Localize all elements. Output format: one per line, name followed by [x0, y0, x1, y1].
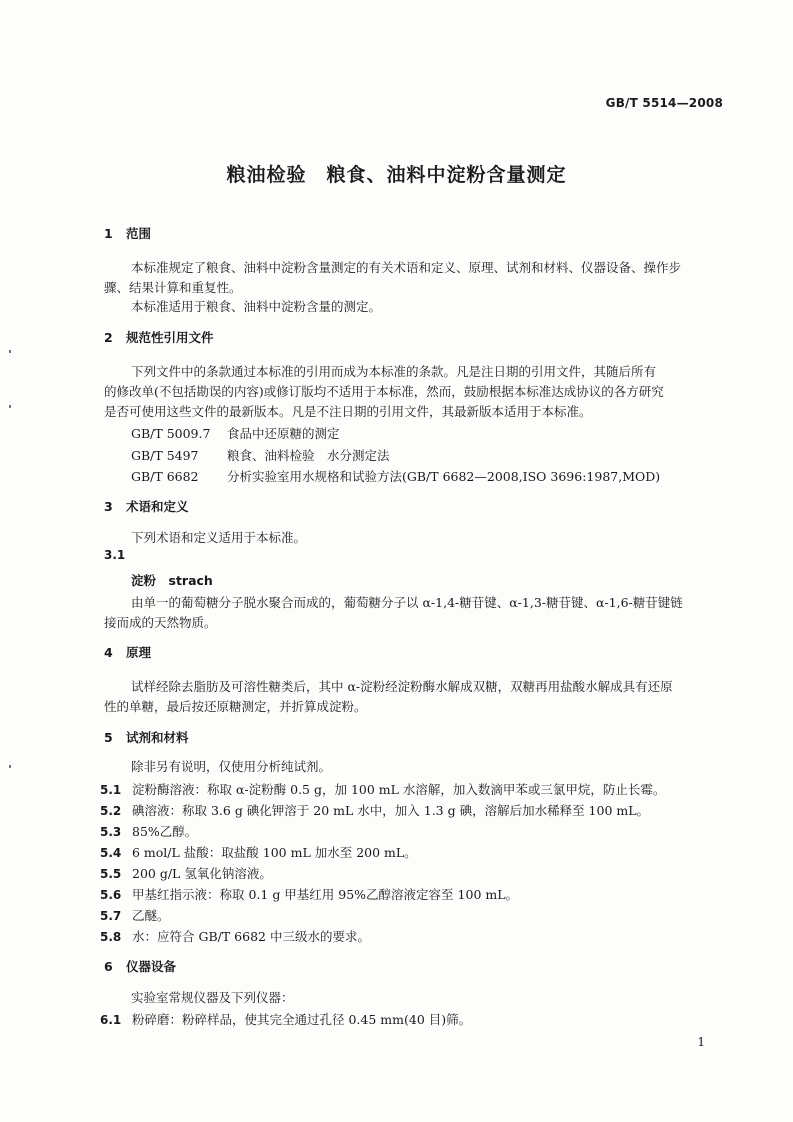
- scan-speck: [9, 405, 11, 408]
- item-number: 5.6: [100, 888, 122, 902]
- list-item: [100, 780, 665, 798]
- section-number: 2: [104, 330, 113, 345]
- section-number: 6: [104, 959, 113, 974]
- item-text: 乙醚。: [132, 908, 170, 923]
- definition-line: 由单一的葡萄糖分子脱水聚合而成的，葡萄糖分子以 α-1,4-糖苷键、α-1,3-糖苷键、α-1,6-糖苷键链: [131, 595, 683, 610]
- paragraph-line: 试样经除去脂肪及可溶性糖类后，其中 α-淀粉经淀粉酶水解成双糖，双糖再用盐酸水解成具有还原: [131, 679, 673, 694]
- section-title: 规范性引用文件: [126, 330, 214, 345]
- paragraph-line: 是否可使用这些文件的最新版本。凡是不注日期的引用文件，其最新版本适用于本标准。: [104, 404, 592, 419]
- document-title: 粮油检验 粮食、油料中淀粉含量测定: [226, 164, 567, 186]
- paragraph-line: 的修改单(不包括勘误的内容)或修订版均不适用于本标准，然而，鼓励根据本标准达成协议的各方研究: [104, 384, 664, 399]
- item-text: 甲基红指示液：称取 0.1 g 甲基红用 95%乙醇溶液定容至 100 mL。: [132, 887, 519, 902]
- item-text: 水：应符合 GB/T 6682 中三级水的要求。: [132, 929, 370, 944]
- normative-reference: [131, 467, 660, 485]
- section-3-heading: [104, 497, 189, 515]
- reference-title: 食品中还原糖的测定: [227, 426, 340, 441]
- paragraph-line: 实验室常规仪器及下列仪器：: [131, 990, 294, 1005]
- list-item: [100, 843, 417, 861]
- list-item: [100, 927, 370, 945]
- reference-code: GB/T 5497: [131, 448, 199, 463]
- section-6-heading: [104, 957, 176, 975]
- section-number: 5: [104, 730, 113, 745]
- normative-reference: [131, 424, 340, 442]
- item-text: 85%乙醇。: [132, 824, 198, 839]
- paragraph-line: 性的单糖，最后按还原糖测定，并折算成淀粉。: [104, 699, 367, 714]
- section-5-heading: [104, 728, 189, 746]
- list-item: [100, 801, 649, 819]
- scan-speck: [9, 350, 11, 353]
- paragraph-line: 下列术语和定义适用于本标准。: [131, 530, 307, 545]
- section-title: 术语和定义: [126, 499, 189, 514]
- item-number: 5.5: [100, 867, 122, 881]
- page-number: 1: [697, 1035, 705, 1049]
- item-text: 粉碎磨：粉碎样品，使其完全通过孔径 0.45 mm(40 目)筛。: [132, 1012, 472, 1027]
- section-title: 试剂和材料: [126, 730, 189, 745]
- section-1-heading: [104, 224, 151, 242]
- reference-code: GB/T 5009.7: [131, 426, 211, 441]
- list-item: [100, 822, 197, 840]
- defined-term: 淀粉 strach: [131, 573, 213, 588]
- item-text: 6 mol/L 盐酸：取盐酸 100 mL 加水至 200 mL。: [132, 845, 417, 860]
- subsection-number: 3.1: [104, 548, 126, 562]
- item-number: 5.1: [100, 783, 122, 797]
- reference-title: 粮食、油料检验 水分测定法: [227, 448, 390, 463]
- scan-speck: [9, 765, 11, 768]
- section-4-heading: [104, 643, 151, 661]
- section-title: 范围: [126, 226, 152, 241]
- item-text: 淀粉酶溶液：称取 α-淀粉酶 0.5 g，加 100 mL 水溶解，加入数滴甲苯或三氯甲烷，防止长霉。: [132, 782, 666, 797]
- item-number: 5.3: [100, 825, 122, 839]
- item-number: 5.4: [100, 846, 122, 860]
- normative-reference: [131, 446, 390, 464]
- section-number: 3: [104, 499, 113, 514]
- section-2-heading: [104, 328, 214, 346]
- list-item: [100, 1010, 471, 1028]
- reference-code: GB/T 6682: [131, 469, 199, 484]
- paragraph-line: 除非另有说明，仅使用分析纯试剂。: [131, 759, 332, 774]
- section-title: 仪器设备: [126, 959, 177, 974]
- section-title: 原理: [126, 645, 152, 660]
- list-item: [100, 885, 518, 903]
- paragraph-line: 下列文件中的条款通过本标准的引用而成为本标准的条款。凡是注日期的引用文件，其随后所有: [131, 364, 657, 379]
- section-number: 1: [104, 226, 113, 241]
- section-number: 4: [104, 645, 113, 660]
- item-text: 200 g/L 氢氧化钠溶液。: [132, 866, 272, 881]
- definition-line: 接而成的天然物质。: [104, 615, 217, 630]
- list-item: [100, 864, 272, 882]
- item-text: 碘溶液：称取 3.6 g 碘化钾溶于 20 mL 水中，加入 1.3 g 碘，溶解后加水稀释至 100 mL。: [132, 803, 650, 818]
- standard-code: GB/T 5514—2008: [605, 96, 723, 110]
- item-number: 5.8: [100, 930, 122, 944]
- paragraph-line: 骤、结果计算和重复性。: [104, 280, 242, 295]
- reference-title: 分析实验室用水规格和试验方法(GB/T 6682—2008,ISO 3696:1987,MOD): [227, 469, 661, 484]
- item-number: 6.1: [100, 1013, 122, 1027]
- item-number: 5.7: [100, 909, 122, 923]
- list-item: [100, 906, 170, 924]
- paragraph-line: 本标准规定了粮食、油料中淀粉含量测定的有关术语和定义、原理、试剂和材料、仪器设备、操作步: [131, 260, 682, 275]
- paragraph-line: 本标准适用于粮食、油料中淀粉含量的测定。: [131, 299, 382, 314]
- item-number: 5.2: [100, 804, 122, 818]
